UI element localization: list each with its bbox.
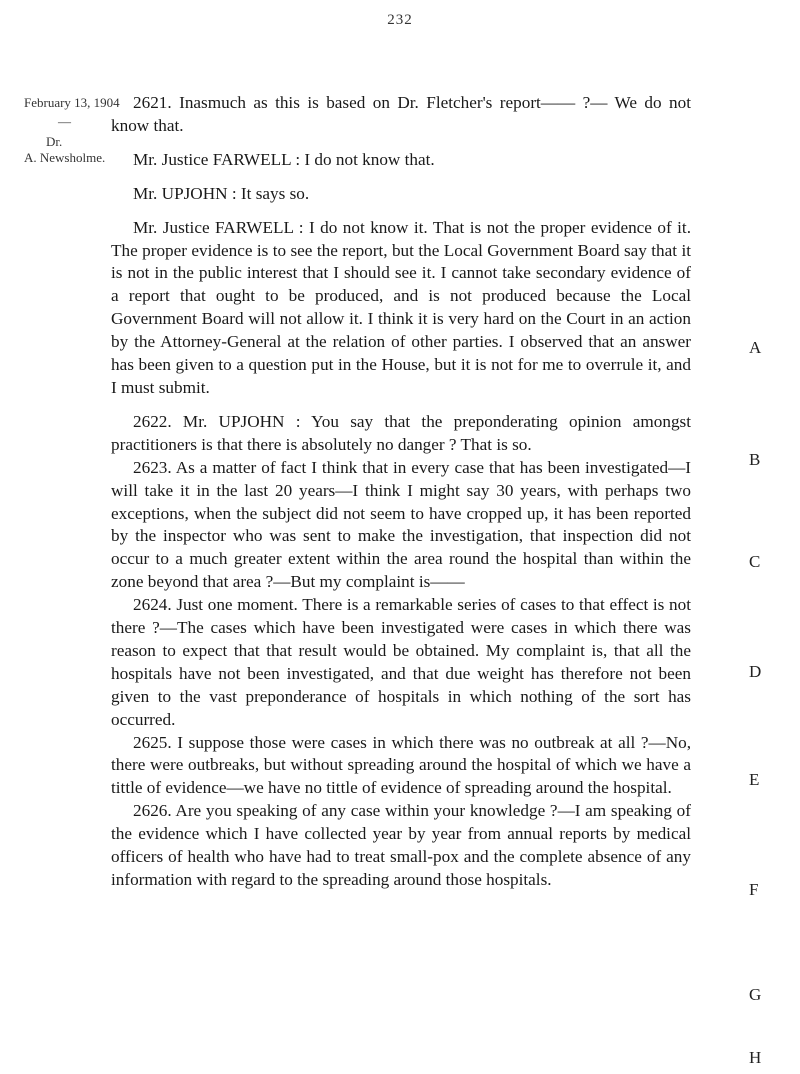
margin-letter-e: E [749,770,760,789]
margin-dash: — [58,114,71,129]
margin-letter-h: H [749,1048,762,1067]
margin-letter-b: B [749,450,761,469]
paragraph-2625: 2625. I suppose those were cases in which there was no outbreak at all ?—No, there were outbreaks, but without spreading around the hospital of which we have a tittle of evidence—we have no tittle of evidence of spreading around the hospital. [111,732,691,798]
margin-date: February 13, 1904 [24,95,120,110]
margin-letter-a: A [749,338,762,357]
body-text [111,92,691,892]
margin-letter-d: D [749,662,762,681]
paragraph-2624: 2624. Just one moment. There is a remarkable series of cases to that effect is not there ?—The cases which have been investigated were cases in which there was reason to expect that that result would be obtained. My complaint is, that all the hospitals have not been investigated, and that due weight has therefore not been given to the vast preponderance of hospitals in which nothing of the sort has occurred. [111,595,691,729]
paragraph-upjohn: Mr. UPJOHN : It says so. [133,183,310,203]
paragraph-farwell-2: Mr. Justice FARWELL : I do not know it. That is not the proper evidence of it. The proper evidence is to see the report, but the Local Government Board say that it is not in the public interest that I should see it. I cannot take secondary evidence of a report that ought to be produced, and is not produced because the Local Government Board will not allow it. I think it is very hard on the Court in an action by the Attorney-General at the relation of other parties. I observed that an answer has been given to a question put in the House, but it is not for me to overrule it, and I must submit. [111,217,691,397]
margin-letter-g: G [749,985,762,1004]
paragraph-2623: 2623. As a matter of fact I think that in every case that has been investigated—I will take it in the last 20 years—I think I might say 30 years, with perhaps two exceptions, when the subject did not seem to have cropped up, it has been reported by the inspector who was sent to make the investigation, that inspection did not occur to a much greater extent within the area round the hospital than within the zone beyond that area ?—But my complaint is—— [111,457,691,592]
paragraph-2622: 2622. Mr. UPJOHN : You say that the preponderating opinion amongst practitioners is that there is absolutely no danger ? That is so. [111,411,691,454]
witness-title: Dr. [46,134,63,149]
margin-letter-c: C [749,552,761,571]
page-number: 232 [387,12,413,28]
paragraph-farwell-1: Mr. Justice FARWELL : I do not know that. [133,149,435,169]
witness-name: A. Newsholme. [24,150,106,165]
paragraph-2621: 2621. Inasmuch as this is based on Dr. Fletcher's report—— ?— We do not know that. [111,93,691,135]
paragraph-2626: 2626. Are you speaking of any case within your knowledge ?—I am speaking of the evidence which I have collected year by year from annual reports by medical officers of health who have had to treat small-pox and the complete absence of any information with regard to the spreading around those hospitals. [111,801,691,889]
margin-letter-f: F [749,880,759,899]
